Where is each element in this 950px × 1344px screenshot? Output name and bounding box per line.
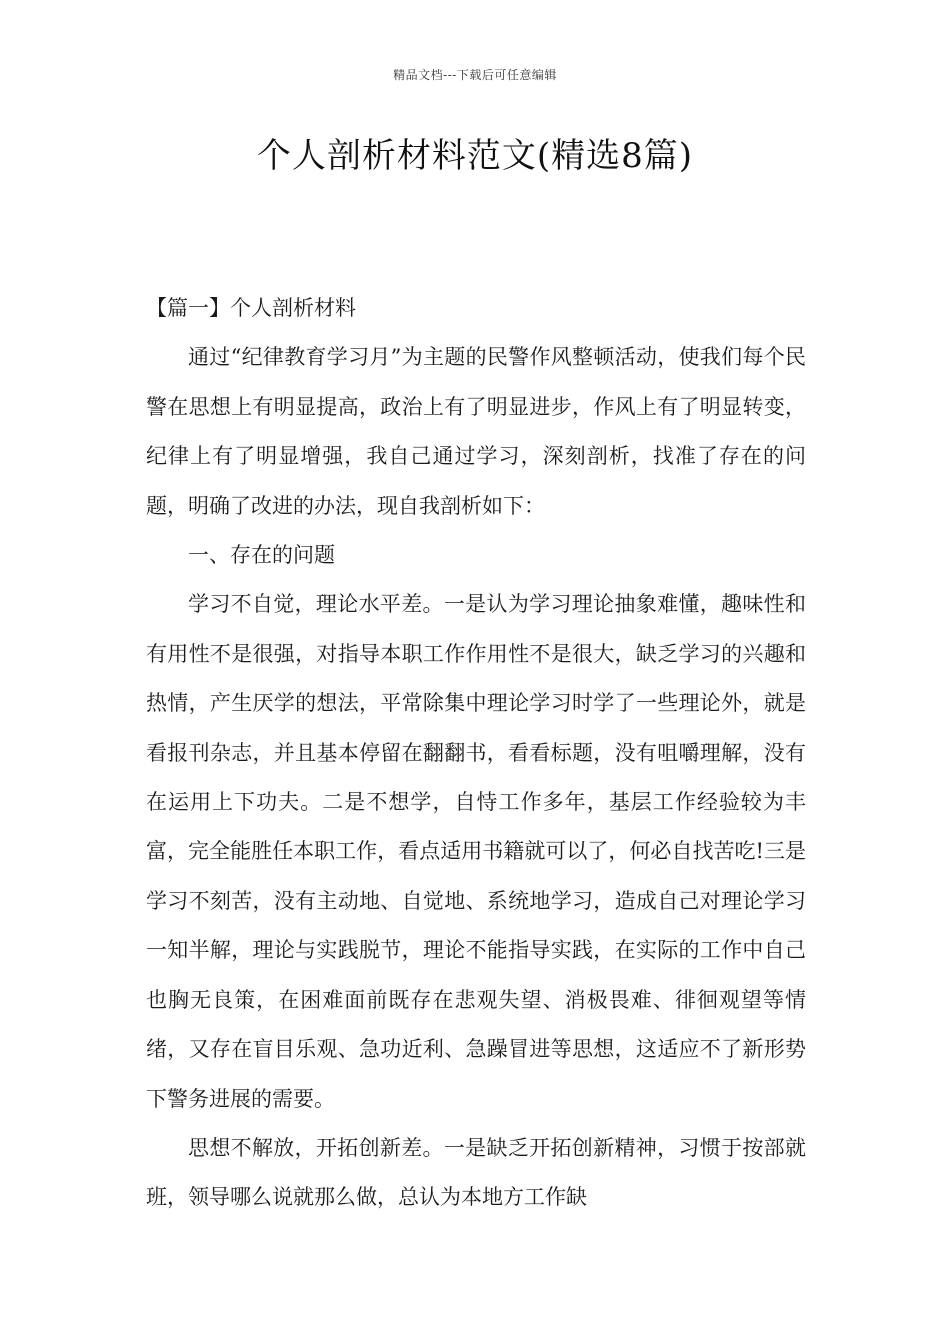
paragraph-thinking-problems: 思想不解放，开拓创新差。一是缺乏开拓创新精神，习惯于按部就班，领导哪么说就那么做，总认为本地方工作缺 (146, 1135, 806, 1210)
subheading-existing-problems: 一、存在的问题 (188, 543, 335, 568)
section-heading: 【篇一】个人剖析材料 (146, 296, 356, 320)
document-title: 个人剖析材料范文(精选8篇) (256, 136, 694, 176)
header-note: 精品文档---下载后可任意编辑 (393, 68, 557, 82)
paragraph-study-problems: 学习不自觉，理论水平差。一是认为学习理论抽象难懂，趣味性和有用性不是很强，对指导本职工作作用性不是很大，缺乏学习的兴趣和热情，产生厌学的想法，平常除集中理论学习时学了一些理论外，就是看报刊杂志，并且基本停留在翻翻书，看看标题，没有咀嚼理解，没有在运用上下功夫。二是不想学，自恃工作多年，基层工作经验较为丰富，完全能胜任本职工作，看点适用书籍就可以了，何必自找苦吃!三是学习不刻苦，没有主动地、自觉地、系统地学习，造成自己对理论学习一知半解，理论与实践脱节，理论不能指导实践，在实际的工作中自己也胸无良策，在困难面前既存在悲观失望、消极畏难、徘徊观望等情绪，又存在盲目乐观、急功近利、急躁冒进等思想，这适应不了新形势下警务进展的需要。 (146, 592, 806, 1111)
intro-paragraph: 通过“纪律教育学习月”为主题的民警作风整顿活动，使我们每个民警在思想上有明显提高，政治上有了明显进步，作风上有了明显转变，纪律上有了明显增强，我自己通过学习，深刻剖析，找准了存在的问题，明确了改进的办法，现自我剖析如下： (146, 345, 806, 518)
document-body (146, 284, 806, 1223)
